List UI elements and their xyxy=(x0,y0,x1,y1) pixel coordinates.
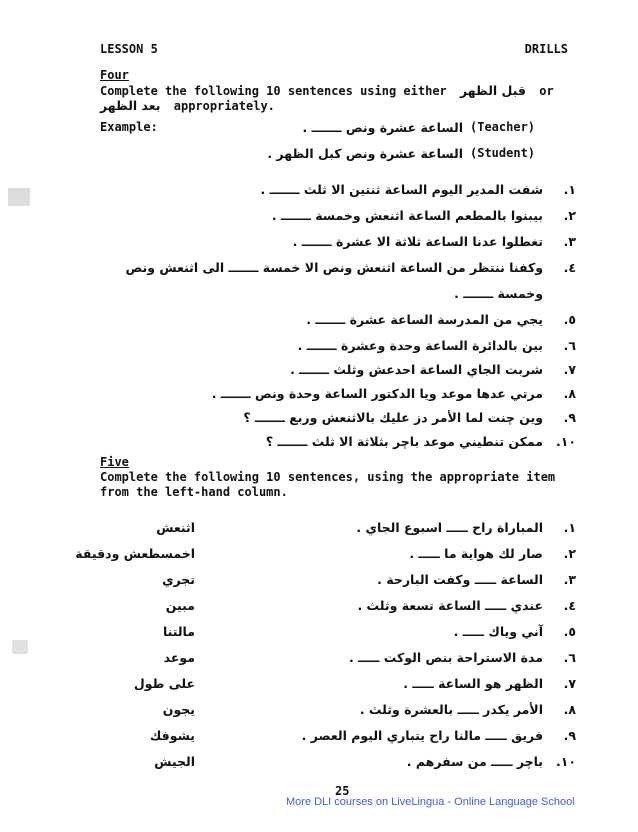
drill-four-sentence: بيبنوا بالمطعم الساعة اثنعش وخمسة ـــــــ . xyxy=(271,208,543,223)
option-after-noon: بعد الظهر xyxy=(100,98,161,113)
instruction-text: appropriately. xyxy=(173,99,275,113)
drill-five-number: ٣. xyxy=(563,572,576,587)
drill-four-number: ٧. xyxy=(563,362,576,377)
drill-five-number: ٧. xyxy=(563,676,576,691)
drill-four-sentence: شفت المدير اليوم الساعة ثنتين الا ثلث ـــــــ . xyxy=(260,182,543,197)
drill-four-number: ٩. xyxy=(563,410,576,425)
drill-five-sentence: الأمر يكدر ـــــ بالعشرة وثلث . xyxy=(359,702,543,717)
lesson-label: LESSON 5 xyxy=(100,42,158,56)
drill-five-number: ٩. xyxy=(563,728,576,743)
scan-speck xyxy=(8,188,30,206)
example-student-sentence: الساعة عشرة ونص كبل الظهر . xyxy=(267,146,463,161)
section-four-instruction-line2 xyxy=(100,98,275,114)
drill-five-option: اثنعش xyxy=(156,520,195,535)
drill-four-sentence: وكفنا ننتظر من الساعة اثنعش ونص الا خمسة ـــــــ الى اثنعش ونص xyxy=(125,260,543,275)
drill-five-option: يجون xyxy=(162,702,195,717)
drill-four-number: ١٠. xyxy=(555,434,576,449)
drill-four-sentence: مرتي عدها موعد ويا الدكتور الساعة وحدة ونص ـــــــ . xyxy=(211,386,543,401)
option-before-noon: قبل الظهر xyxy=(460,83,526,98)
drill-five-number: ٦. xyxy=(563,650,576,665)
instruction-text: Complete the following 10 sentences using either xyxy=(100,84,447,98)
drill-five-sentence: المباراة راح ـــــ اسبوع الجاي . xyxy=(356,520,543,535)
scan-speck xyxy=(12,640,28,654)
drill-five-sentence: عندي ـــــ الساعة تسعة وثلث . xyxy=(357,598,543,613)
teacher-label: (Teacher) xyxy=(470,120,536,134)
section-four-instruction-line1 xyxy=(100,83,580,99)
example-label: Example: xyxy=(100,120,158,134)
drill-five-option: مبين xyxy=(165,598,195,613)
drill-four-sentence: بين بالدائرة الساعة وحدة وعشرة ـــــــ . xyxy=(297,338,543,353)
drill-five-sentence: الساعة ـــــ وكفت البارحة . xyxy=(377,572,543,587)
footer-link[interactable]: More DLI courses on LiveLingua - Online Language School xyxy=(286,796,575,808)
drill-five-option: الجيش xyxy=(154,754,195,769)
drill-four-sentence: تغطلوا عدنا الساعة ثلاثة الا عشرة ـــــــ . xyxy=(292,234,543,249)
drill-five-number: ١. xyxy=(563,520,576,535)
page-number: 25 xyxy=(335,784,350,798)
drill-five-number: ٤. xyxy=(563,598,576,613)
drill-five-option: تجري xyxy=(162,572,195,587)
or-text: or xyxy=(539,84,554,98)
drill-five-number: ٨. xyxy=(563,702,576,717)
student-label: (Student) xyxy=(470,146,536,160)
drill-four-number: ٣. xyxy=(563,234,576,249)
drill-five-sentence: الظهر هو الساعة ـــــ . xyxy=(403,676,543,691)
section-four-heading: Four xyxy=(100,68,129,82)
drill-four-number: ٨. xyxy=(563,386,576,401)
drill-five-option: على طول xyxy=(133,676,195,691)
drill-five-sentence: باچر ـــــ من سفرهم . xyxy=(406,754,543,769)
drill-four-number: ٥. xyxy=(563,312,576,327)
drill-five-number: ١٠. xyxy=(555,754,576,769)
drill-four-sentence: شربت الجاي الساعة احدعش وثلث ـــــــ . xyxy=(290,362,543,377)
drill-five-option: موعد xyxy=(163,650,195,665)
section-five-heading: Five xyxy=(100,455,129,469)
drill-five-number: ٢. xyxy=(563,546,576,561)
drill-four-number: ١. xyxy=(563,182,576,197)
drill-five-option: مالتنا xyxy=(162,624,195,639)
drill-five-sentence: صار لك هواية ما ـــــ . xyxy=(409,546,543,561)
drill-four-number: ٤. xyxy=(563,260,576,275)
drill-four-sentence: ممكن تنطيني موعد باچر بثلاثة الا ثلث ـــــــ ؟ xyxy=(265,434,543,449)
drill-four-number: ٦. xyxy=(563,338,576,353)
drill-five-sentence: فريق ـــــ مالنا راح يتباري اليوم العصر . xyxy=(301,728,543,743)
drill-five-option: يشوفك xyxy=(149,728,195,743)
section-label: DRILLS xyxy=(524,42,568,56)
drill-five-sentence: آني وياك ـــــ . xyxy=(453,624,543,639)
drill-five-number: ٥. xyxy=(563,624,576,639)
drill-four-number: ٢. xyxy=(563,208,576,223)
example-teacher-sentence: الساعة عشرة ونص ـــــــ . xyxy=(302,120,463,135)
section-five-instruction-line2: from the left-hand column. xyxy=(100,485,288,499)
drill-four-sentence-continued: وخمسة ـــــــ . xyxy=(454,286,543,301)
drill-five-sentence: مدة الاستراحة بنص الوكت ـــــ . xyxy=(348,650,543,665)
drill-five-option: اخمسطعش ودقيقة xyxy=(75,546,195,561)
section-five-instruction-line1: Complete the following 10 sentences, using the appropriate item xyxy=(100,470,556,484)
drill-four-sentence: وين چنت لما الأمر دز عليك بالاثنعش وربع ـــــــ ؟ xyxy=(243,410,543,425)
drill-four-sentence: يجي من المدرسة الساعة عشرة ـــــــ . xyxy=(306,312,543,327)
